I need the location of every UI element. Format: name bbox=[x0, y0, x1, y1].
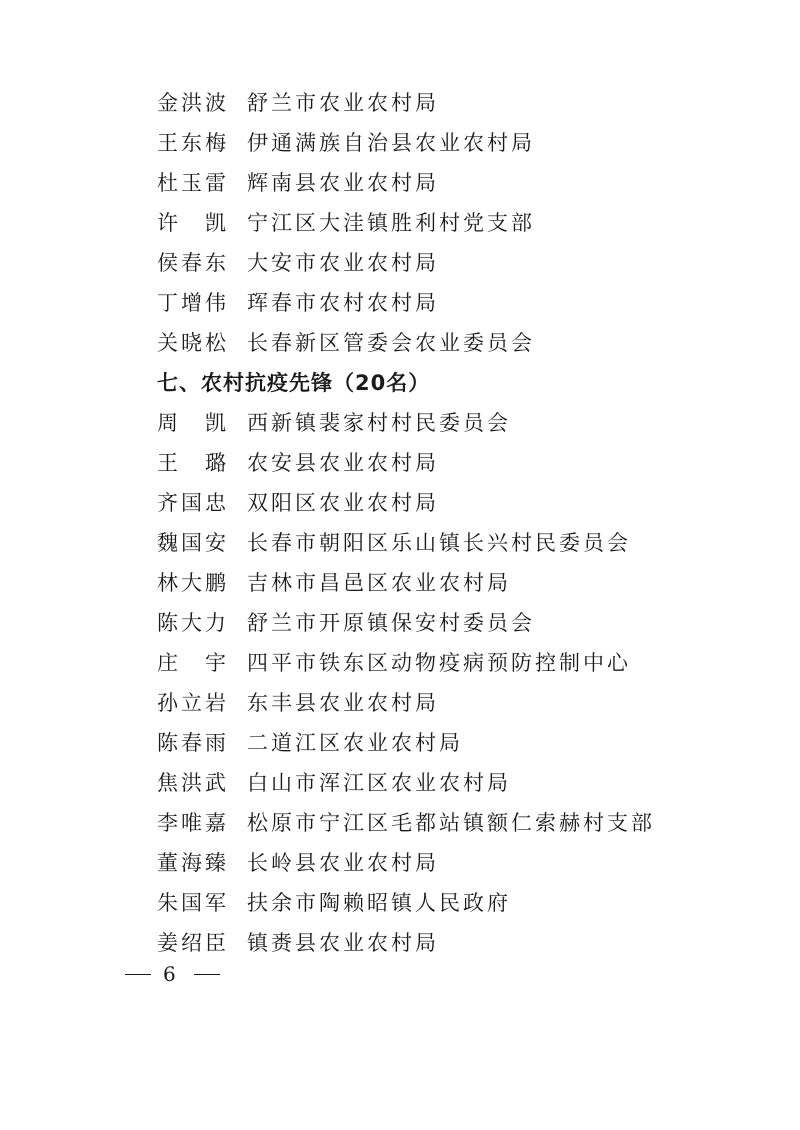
list-item bbox=[157, 562, 757, 602]
person-name: 林大鹏 bbox=[157, 571, 229, 595]
person-unit: 二道江区农业农村局 bbox=[247, 731, 463, 755]
list-item bbox=[157, 82, 757, 122]
list-item bbox=[157, 722, 757, 762]
section-heading: 七、农村抗疫先锋（20名） bbox=[157, 371, 431, 395]
list-item bbox=[157, 122, 757, 162]
footer-dash-right bbox=[194, 974, 220, 975]
person-unit: 扶余市陶赖昭镇人民政府 bbox=[247, 891, 511, 915]
person-name: 魏国安 bbox=[157, 531, 229, 555]
list-item bbox=[157, 682, 757, 722]
page-footer bbox=[125, 962, 220, 986]
person-unit: 吉林市昌邑区农业农村局 bbox=[247, 571, 511, 595]
person-unit: 舒兰市开原镇保安村委员会 bbox=[247, 611, 535, 635]
list-item bbox=[157, 242, 757, 282]
list-item bbox=[157, 282, 757, 322]
person-name: 李唯嘉 bbox=[157, 811, 229, 835]
person-name: 许 凯 bbox=[157, 211, 229, 235]
person-name: 朱国军 bbox=[157, 891, 229, 915]
list-item bbox=[157, 322, 757, 362]
footer-dash-left bbox=[125, 974, 151, 975]
list-item bbox=[157, 802, 757, 842]
person-name: 陈春雨 bbox=[157, 731, 229, 755]
list-item bbox=[157, 922, 757, 962]
person-unit: 珲春市农村农村局 bbox=[247, 291, 439, 315]
list-item bbox=[157, 642, 757, 682]
person-name: 孙立岩 bbox=[157, 691, 229, 715]
person-unit: 舒兰市农业农村局 bbox=[247, 91, 439, 115]
person-name: 金洪波 bbox=[157, 91, 229, 115]
list-item bbox=[157, 482, 757, 522]
person-unit: 宁江区大洼镇胜利村党支部 bbox=[247, 211, 535, 235]
person-name: 侯春东 bbox=[157, 251, 229, 275]
person-name: 王 璐 bbox=[157, 451, 229, 475]
person-name: 陈大力 bbox=[157, 611, 229, 635]
person-unit: 双阳区农业农村局 bbox=[247, 491, 439, 515]
person-unit: 白山市浑江区农业农村局 bbox=[247, 771, 511, 795]
list-item bbox=[157, 602, 757, 642]
name-list bbox=[157, 82, 757, 962]
list-item bbox=[157, 762, 757, 802]
list-item bbox=[157, 202, 757, 242]
person-unit: 松原市宁江区毛都站镇额仁索赫村支部 bbox=[247, 811, 655, 835]
person-unit: 西新镇裴家村村民委员会 bbox=[247, 411, 511, 435]
person-name: 关晓松 bbox=[157, 331, 229, 355]
person-name: 姜绍臣 bbox=[157, 931, 229, 955]
person-name: 庄 宇 bbox=[157, 651, 229, 675]
person-name: 丁增伟 bbox=[157, 291, 229, 315]
person-unit: 长春新区管委会农业委员会 bbox=[247, 331, 535, 355]
person-unit: 伊通满族自治县农业农村局 bbox=[247, 131, 535, 155]
list-item bbox=[157, 882, 757, 922]
list-item bbox=[157, 162, 757, 202]
person-unit: 辉南县农业农村局 bbox=[247, 171, 439, 195]
person-name: 周 凯 bbox=[157, 411, 229, 435]
person-unit: 东丰县农业农村局 bbox=[247, 691, 439, 715]
person-unit: 农安县农业农村局 bbox=[247, 451, 439, 475]
page-number: 6 bbox=[163, 962, 182, 986]
person-unit: 四平市铁东区动物疫病预防控制中心 bbox=[247, 651, 631, 675]
person-name: 董海臻 bbox=[157, 851, 229, 875]
person-unit: 长春市朝阳区乐山镇长兴村民委员会 bbox=[247, 531, 631, 555]
list-item bbox=[157, 522, 757, 562]
person-unit: 长岭县农业农村局 bbox=[247, 851, 439, 875]
list-item bbox=[157, 402, 757, 442]
person-name: 齐国忠 bbox=[157, 491, 229, 515]
person-unit: 大安市农业农村局 bbox=[247, 251, 439, 275]
list-item bbox=[157, 842, 757, 882]
list-item bbox=[157, 442, 757, 482]
person-name: 焦洪武 bbox=[157, 771, 229, 795]
person-name: 杜玉雷 bbox=[157, 171, 229, 195]
person-name: 王东梅 bbox=[157, 131, 229, 155]
person-unit: 镇赉县农业农村局 bbox=[247, 931, 439, 955]
